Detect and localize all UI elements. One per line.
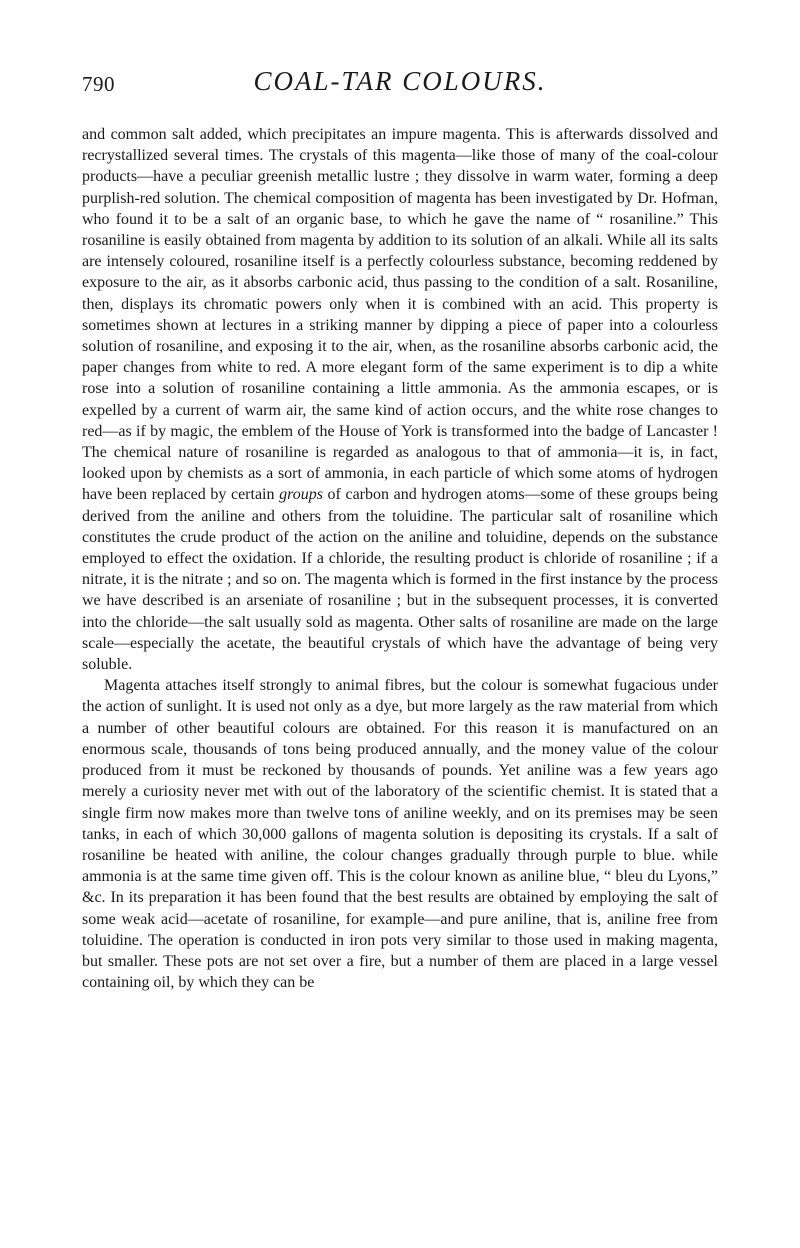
paragraph-1-text-a: and common salt added, which precipitates an impure magenta. This is afterwards dissolved and recrystallized several times. The crystals of this magenta—like those of many of the coal-colour products—have a peculiar greenish metallic lustre ; they dissolve in warm water, forming a deep purplish-red solution. The chemical composition of magenta has been investigated by Dr. Hofman, who found it to be a salt of an organic base, to which he gave the name of “ rosaniline.” This rosaniline is easily obtained from magenta by addition to its solution of an alkali. While all its salts are intensely coloured, rosaniline itself is a perfectly colourless substance, becoming reddened by exposure to the air, as it absorbs carbonic acid, thus passing to the condition of a salt. Rosaniline, then, displays its chromatic powers only when it is combined with an acid. This property is sometimes shown at lectures in a striking manner by dipping a piece of paper into a colourless solution of rosaniline, and exposing it to the air, when, as the rosaniline absorbs carbonic acid, the paper changes from white to red. A more elegant form of the same experiment is to dip a white rose into a solution of rosaniline containing a little ammonia. As the ammonia escapes, or is expelled by a current of warm air, the same kind of action occurs, and the white rose changes to red—as if by magic, the emblem of the House of York is transformed into the badge of Lancaster ! The chemical nature of rosaniline is regarded as analogous to that of ammonia—it is, in fact, looked upon by chemists as a sort of ammonia, in each particle of which some atoms of hydrogen have been replaced by certain: [82, 126, 718, 504]
page-header: [82, 64, 718, 104]
italic-word-groups: groups: [279, 486, 323, 504]
paragraph-2-text: Magenta attaches itself strongly to animal fibres, but the colour is somewhat fugacious under the action of sunlight. It is used not only as a dye, but more largely as the raw material from which a number of other beautiful colours are obtained. For this reason it is manufactured on an enormous scale, thousands of tons being produced annually, and the money value of the colour produced from it must be reckoned by thousands of pounds. Yet aniline was a few years ago merely a curiosity never met with out of the laboratory of the scientific chemist. It is stated that a single firm now makes more than twelve tons of aniline weekly, and on its premises may be seen tanks, in each of which 30,000 gallons of magenta solution is depositing its crystals. If a salt of rosaniline be heated with aniline, the colour changes gradually through purple to blue. while ammonia is at the same time given off. This is the colour known as aniline blue, “ bleu du Lyons,” &c. In its preparation it has been found that the best results are obtained by employing the salt of some weak acid—acetate of rosaniline, for example—and pure aniline, that is, aniline free from toluidine. The operation is conducted in iron pots very similar to those used in making magenta, but smaller. These pots are not set over a fire, but a number of them are placed in a large vessel containing oil, by which they can be: [82, 677, 718, 992]
paragraph-2: [82, 675, 718, 993]
running-title: COAL-TAR COLOURS.: [253, 66, 547, 96]
paragraph-1: [82, 124, 718, 675]
page-number: 790: [82, 72, 115, 96]
paragraph-1-text-b: of carbon and hydrogen atoms—some of these groups being derived from the aniline and others from the toluidine. The particular salt of rosaniline which constitutes the crude product of the action on the aniline and toluidine, depends on the substance employed to effect the oxidation. If a chloride, the resulting product is chloride of rosaniline ; if a nitrate, it is the nitrate ; and so on. The magenta which is formed in the first instance by the process we have described is an arseniate of rosaniline ; but in the subsequent processes, it is converted into the chloride—the salt usually sold as magenta. Other salts of rosaniline are made on the large scale—especially the acetate, the beautiful crystals of which have the advantage of being very soluble.: [82, 486, 719, 674]
body-text: [82, 124, 718, 993]
